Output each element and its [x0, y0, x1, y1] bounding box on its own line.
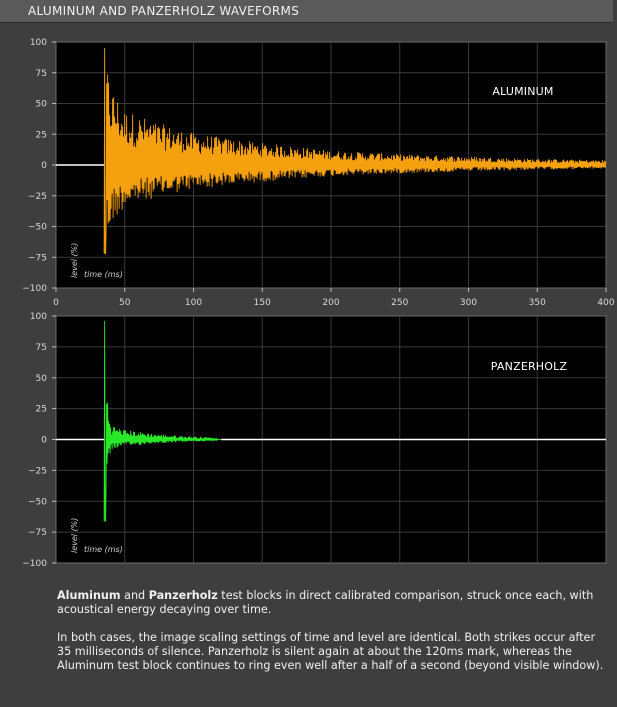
panzerholz-y-tick-label: 100 — [29, 312, 47, 322]
panzerholz-y-tick-label: 0 — [41, 435, 47, 446]
aluminum-x-tick-label: 150 — [253, 298, 271, 308]
caption-text-2: test blocks in direct calibrated comparison, struck once each, with acoustical energy decaying over time. — [57, 589, 594, 616]
panzerholz-y-tick-label: −75 — [28, 528, 47, 539]
page-title: ALUMINUM AND PANZERHOLZ WAVEFORMS — [28, 4, 300, 18]
aluminum-y-tick-label: 0 — [41, 161, 47, 171]
aluminum-y-tick-label: −100 — [22, 284, 47, 294]
panzerholz-x-axis-label: time (ms) — [84, 545, 123, 554]
aluminum-x-tick-label: 250 — [391, 298, 409, 308]
aluminum-x-tick-label: 200 — [322, 298, 340, 308]
panzerholz-y-axis-label: level (%) — [70, 517, 79, 553]
aluminum-x-tick-label: 100 — [184, 298, 203, 308]
panzerholz-y-tick-label: −25 — [28, 466, 47, 477]
aluminum-y-tick-label: 25 — [35, 130, 47, 141]
aluminum-y-tick-label: −50 — [28, 222, 47, 233]
panzerholz-y-tick-label: 50 — [35, 373, 47, 384]
aluminum-y-tick-label: 75 — [35, 68, 47, 79]
aluminum-x-tick-label: 400 — [597, 298, 615, 308]
caption — [57, 589, 607, 687]
aluminum-y-axis-label: level (%) — [70, 242, 79, 278]
caption-paragraph-2: In both cases, the image scaling settings of time and level are identical. Both strikes occur after 35 milliseconds of silence. Panzerholz is silent again at about the 120ms mark, whereas the Aluminum test block continues to ring even well after a half of a second (beyond visible window). — [57, 631, 604, 672]
aluminum-x-tick-label: 50 — [119, 298, 131, 308]
caption-text-1: and — [120, 589, 149, 602]
aluminum-x-tick-label: 300 — [459, 298, 478, 308]
aluminum-y-tick-label: −75 — [28, 253, 47, 264]
caption-panzerholz-bold: Panzerholz — [148, 589, 218, 602]
panzerholz-series-label: PANZERHOLZ — [490, 360, 568, 373]
aluminum-chart — [22, 38, 615, 308]
panzerholz-y-tick-label: 75 — [35, 342, 47, 353]
aluminum-x-tick-label: 350 — [528, 298, 546, 308]
aluminum-x-axis-label: time (ms) — [84, 270, 123, 279]
panzerholz-y-tick-label: −50 — [28, 497, 47, 508]
aluminum-x-tick-label: 0 — [53, 298, 59, 308]
caption-paragraph-1 — [57, 589, 607, 617]
aluminum-series-label: ALUMINUM — [492, 85, 554, 98]
aluminum-y-tick-label: 50 — [35, 99, 47, 110]
caption-aluminum-bold: Aluminum — [57, 589, 121, 602]
panzerholz-y-tick-label: 25 — [35, 404, 47, 415]
aluminum-y-tick-label: −25 — [28, 191, 47, 202]
panzerholz-y-tick-label: −100 — [22, 559, 47, 569]
panzerholz-chart — [22, 312, 606, 569]
aluminum-y-tick-label: 100 — [29, 38, 47, 48]
